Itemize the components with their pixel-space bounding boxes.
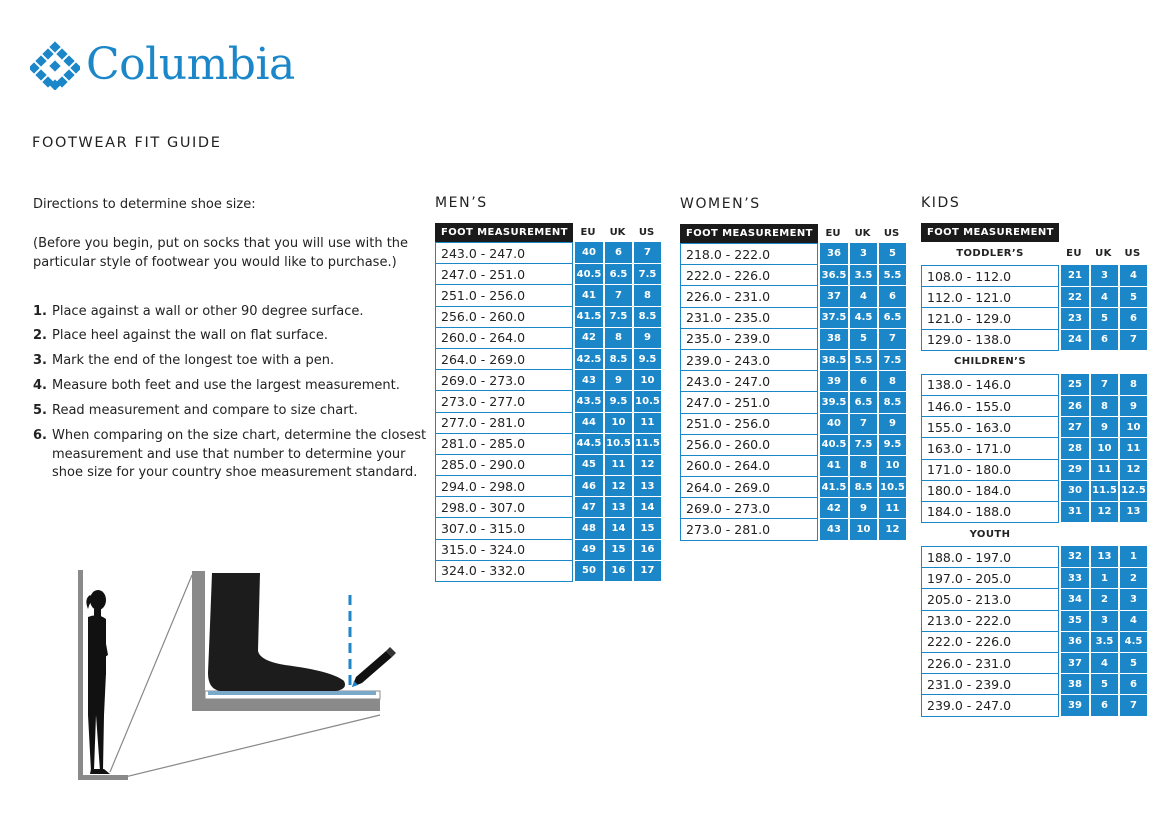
measurement-cell: 129.0 - 138.0 xyxy=(921,330,1059,351)
kids-title: KIDS xyxy=(921,195,961,211)
womens-title: WOMEN’S xyxy=(680,196,761,212)
measurement-cell: 197.0 - 205.0 xyxy=(921,568,1059,589)
us-size-cell: 16 xyxy=(632,540,661,561)
us-size-cell: 5 xyxy=(877,243,906,265)
uk-size-cell: 10.5 xyxy=(603,434,632,455)
us-size-cell: 5 xyxy=(1118,287,1147,308)
us-size-cell: 8.5 xyxy=(877,392,906,413)
brand-logo xyxy=(30,40,295,90)
eu-size-cell: 34 xyxy=(1059,589,1089,610)
eu-size-cell: 40 xyxy=(573,242,603,264)
us-size-cell: 8 xyxy=(877,371,906,392)
eu-size-cell: 41.5 xyxy=(573,307,603,328)
uk-size-cell: 15 xyxy=(603,540,632,561)
header-us: US xyxy=(1118,242,1147,265)
measurement-cell: 281.0 - 285.0 xyxy=(435,434,573,455)
us-size-cell: 7.5 xyxy=(632,264,661,285)
measurement-cell: 256.0 - 260.0 xyxy=(680,435,818,456)
eu-size-cell: 36 xyxy=(818,243,848,265)
directions-intro: Directions to determine shoe size: xyxy=(33,197,256,212)
table-row xyxy=(680,392,906,413)
header-uk: UK xyxy=(1089,242,1118,265)
measurement-cell: 269.0 - 273.0 xyxy=(435,370,573,391)
table-row xyxy=(921,546,1147,568)
uk-size-cell: 1 xyxy=(1089,568,1118,589)
table-row xyxy=(921,589,1147,610)
measurement-cell: 315.0 - 324.0 xyxy=(435,540,573,561)
table-row xyxy=(680,371,906,392)
measurement-cell: 180.0 - 184.0 xyxy=(921,481,1059,502)
uk-size-cell: 5.5 xyxy=(848,350,877,371)
table-row xyxy=(921,265,1147,287)
header-eu: EU xyxy=(1059,242,1089,265)
uk-size-cell: 4 xyxy=(1089,287,1118,308)
uk-size-cell: 9 xyxy=(848,498,877,519)
us-size-cell: 8 xyxy=(1118,374,1147,396)
uk-size-cell: 8.5 xyxy=(603,349,632,370)
us-size-cell: 7 xyxy=(632,242,661,264)
kids-group-header xyxy=(921,242,1147,265)
step-item xyxy=(33,402,433,421)
us-size-cell: 9.5 xyxy=(877,435,906,456)
eu-size-cell: 48 xyxy=(573,518,603,539)
eu-size-cell: 39 xyxy=(1059,695,1089,716)
uk-size-cell: 3.5 xyxy=(848,265,877,286)
uk-size-cell: 5 xyxy=(1089,674,1118,695)
measurement-cell: 218.0 - 222.0 xyxy=(680,243,818,265)
step-text: Measure both feet and use the largest measurement. xyxy=(52,378,400,394)
uk-size-cell: 3 xyxy=(1089,265,1118,287)
uk-size-cell: 6 xyxy=(603,242,632,264)
eu-size-cell: 30 xyxy=(1059,481,1089,502)
uk-size-cell: 8.5 xyxy=(848,477,877,498)
table-row xyxy=(435,561,661,582)
uk-size-cell: 11 xyxy=(1089,460,1118,481)
uk-size-cell: 4 xyxy=(848,286,877,307)
measurement-cell: 256.0 - 260.0 xyxy=(435,307,573,328)
step-item xyxy=(33,427,433,484)
eu-size-cell: 36.5 xyxy=(818,265,848,286)
eu-size-cell: 46 xyxy=(573,476,603,497)
table-row xyxy=(435,455,661,476)
measurement-cell: 264.0 - 269.0 xyxy=(680,477,818,498)
table-row xyxy=(680,308,906,329)
directions xyxy=(33,196,433,489)
kids-group-header xyxy=(921,523,1147,546)
us-size-cell: 12 xyxy=(877,519,906,540)
uk-size-cell: 6 xyxy=(1089,695,1118,716)
eu-size-cell: 26 xyxy=(1059,396,1089,417)
us-size-cell: 15 xyxy=(632,518,661,539)
eu-size-cell: 27 xyxy=(1059,417,1089,438)
uk-size-cell: 7 xyxy=(1089,374,1118,396)
uk-size-cell: 16 xyxy=(603,561,632,582)
measurement-cell: 269.0 - 273.0 xyxy=(680,498,818,519)
us-size-cell: 17 xyxy=(632,561,661,582)
uk-size-cell: 9.5 xyxy=(603,391,632,412)
us-size-cell: 11 xyxy=(1118,438,1147,459)
measurement-cell: 243.0 - 247.0 xyxy=(435,242,573,264)
uk-size-cell: 3 xyxy=(1089,611,1118,632)
eu-size-cell: 32 xyxy=(1059,546,1089,568)
us-size-cell: 10 xyxy=(1118,417,1147,438)
eu-size-cell: 38.5 xyxy=(818,350,848,371)
measurement-cell: 146.0 - 155.0 xyxy=(921,396,1059,417)
header-eu: EU xyxy=(580,227,596,238)
uk-size-cell: 8 xyxy=(1089,396,1118,417)
us-size-cell: 6 xyxy=(1118,674,1147,695)
step-number: 6. xyxy=(33,427,47,443)
eu-size-cell: 39 xyxy=(818,371,848,392)
eu-size-cell: 25 xyxy=(1059,374,1089,396)
us-size-cell: 6 xyxy=(877,286,906,307)
us-size-cell: 5 xyxy=(1118,653,1147,674)
eu-size-cell: 40.5 xyxy=(818,435,848,456)
measurement-cell: 298.0 - 307.0 xyxy=(435,497,573,518)
measurement-cell: 251.0 - 256.0 xyxy=(435,285,573,306)
us-size-cell: 1 xyxy=(1118,546,1147,568)
eu-size-cell: 37 xyxy=(1059,653,1089,674)
step-item xyxy=(33,377,433,396)
table-row xyxy=(921,674,1147,695)
measurement-cell: 260.0 - 264.0 xyxy=(435,328,573,349)
measurement-cell: 324.0 - 332.0 xyxy=(435,561,573,582)
table-row xyxy=(921,438,1147,459)
steps-list xyxy=(33,303,433,484)
measurement-cell: 231.0 - 235.0 xyxy=(680,308,818,329)
uk-size-cell: 13 xyxy=(1089,546,1118,568)
uk-size-cell: 11.5 xyxy=(1089,481,1118,502)
eu-size-cell: 21 xyxy=(1059,265,1089,287)
eu-size-cell: 40 xyxy=(818,414,848,435)
step-text: When comparing on the size chart, determine the closest measurement and use that number to determine your shoe size for your country shoe measurement standard. xyxy=(52,427,427,481)
uk-size-cell: 11 xyxy=(603,455,632,476)
measurement-cell: 163.0 - 171.0 xyxy=(921,438,1059,459)
us-size-cell: 7.5 xyxy=(877,350,906,371)
uk-size-cell: 3.5 xyxy=(1089,632,1118,653)
table-row xyxy=(921,653,1147,674)
eu-size-cell: 37.5 xyxy=(818,308,848,329)
eu-size-cell: 42 xyxy=(818,498,848,519)
eu-size-cell: 44.5 xyxy=(573,434,603,455)
measurement-cell: 247.0 - 251.0 xyxy=(435,264,573,285)
uk-size-cell: 8 xyxy=(848,456,877,477)
table-row xyxy=(435,264,661,285)
uk-size-cell: 5 xyxy=(848,329,877,350)
table-row xyxy=(435,328,661,349)
measurement-cell: 260.0 - 264.0 xyxy=(680,456,818,477)
us-size-cell: 9 xyxy=(1118,396,1147,417)
us-size-cell: 10 xyxy=(877,456,906,477)
us-size-cell: 6.5 xyxy=(877,308,906,329)
eu-size-cell: 36 xyxy=(1059,632,1089,653)
mens-size-table xyxy=(435,223,661,582)
womens-size-table xyxy=(680,224,906,541)
table-row xyxy=(435,391,661,412)
measurement-cell: 235.0 - 239.0 xyxy=(680,329,818,350)
table-row xyxy=(921,396,1147,417)
measurement-cell: 285.0 - 290.0 xyxy=(435,455,573,476)
header-eu: EU xyxy=(825,228,841,239)
uk-size-cell: 7 xyxy=(603,285,632,306)
measurement-cell: 239.0 - 243.0 xyxy=(680,350,818,371)
mens-title: MEN’S xyxy=(435,195,488,211)
us-size-cell: 13 xyxy=(1118,502,1147,523)
table-row xyxy=(680,498,906,519)
us-size-cell: 11 xyxy=(877,498,906,519)
uk-size-cell: 6 xyxy=(848,371,877,392)
us-size-cell: 12 xyxy=(1118,460,1147,481)
measurement-cell: 231.0 - 239.0 xyxy=(921,674,1059,695)
table-row xyxy=(435,285,661,306)
measurement-cell: 108.0 - 112.0 xyxy=(921,265,1059,287)
uk-size-cell: 7 xyxy=(848,414,877,435)
kids-group-label: CHILDREN’S xyxy=(921,351,1059,374)
us-size-cell: 11 xyxy=(632,413,661,434)
measurement-cell: 222.0 - 226.0 xyxy=(921,632,1059,653)
measurement-cell: 184.0 - 188.0 xyxy=(921,502,1059,523)
measurement-cell: 222.0 - 226.0 xyxy=(680,265,818,286)
measurement-cell: 155.0 - 163.0 xyxy=(921,417,1059,438)
table-row xyxy=(435,242,661,264)
us-size-cell: 10 xyxy=(632,370,661,391)
page-title: FOOTWEAR FIT GUIDE xyxy=(32,135,222,151)
table-row xyxy=(680,477,906,498)
uk-size-cell: 4 xyxy=(1089,653,1118,674)
uk-size-cell: 2 xyxy=(1089,589,1118,610)
eu-size-cell: 22 xyxy=(1059,287,1089,308)
table-row xyxy=(921,611,1147,632)
uk-size-cell: 6.5 xyxy=(603,264,632,285)
us-size-cell: 7 xyxy=(1118,330,1147,351)
foot-measure-icon xyxy=(208,573,345,691)
eu-size-cell: 37 xyxy=(818,286,848,307)
table-row xyxy=(680,265,906,286)
us-size-cell: 5.5 xyxy=(877,265,906,286)
table-row xyxy=(435,349,661,370)
step-number: 1. xyxy=(33,303,47,319)
uk-size-cell: 10 xyxy=(603,413,632,434)
uk-size-cell: 6.5 xyxy=(848,392,877,413)
table-row xyxy=(921,308,1147,329)
eu-size-cell: 41 xyxy=(573,285,603,306)
measurement-cell: 188.0 - 197.0 xyxy=(921,546,1059,568)
eu-size-cell: 40.5 xyxy=(573,264,603,285)
us-size-cell: 4.5 xyxy=(1118,632,1147,653)
table-row xyxy=(435,476,661,497)
table-row xyxy=(921,417,1147,438)
us-size-cell: 9 xyxy=(632,328,661,349)
us-size-cell: 9 xyxy=(877,414,906,435)
table-row xyxy=(921,481,1147,502)
eu-size-cell: 41 xyxy=(818,456,848,477)
uk-size-cell: 6 xyxy=(1089,330,1118,351)
table-row xyxy=(435,307,661,328)
step-number: 2. xyxy=(33,328,47,344)
table-row xyxy=(680,519,906,540)
us-size-cell: 7 xyxy=(1118,695,1147,716)
step-text: Mark the end of the longest toe with a pen. xyxy=(52,353,335,369)
measurement-cell: 294.0 - 298.0 xyxy=(435,476,573,497)
table-row xyxy=(435,370,661,391)
table-row xyxy=(921,502,1147,523)
table-row xyxy=(921,287,1147,308)
measurement-cell: 205.0 - 213.0 xyxy=(921,589,1059,610)
measurement-cell: 307.0 - 315.0 xyxy=(435,518,573,539)
header-foot-measurement: FOOT MEASUREMENT xyxy=(435,223,573,242)
uk-size-cell: 9 xyxy=(603,370,632,391)
table-row xyxy=(921,460,1147,481)
step-text: Read measurement and compare to size chart. xyxy=(52,402,358,418)
step-item xyxy=(33,303,433,322)
measurement-cell: 171.0 - 180.0 xyxy=(921,460,1059,481)
table-row xyxy=(921,374,1147,396)
pen-icon xyxy=(352,647,396,687)
us-size-cell: 12 xyxy=(632,455,661,476)
table-row xyxy=(435,540,661,561)
eu-size-cell: 43.5 xyxy=(573,391,603,412)
measurement-cell: 226.0 - 231.0 xyxy=(680,286,818,307)
measurement-cell: 277.0 - 281.0 xyxy=(435,413,573,434)
measurement-cell: 121.0 - 129.0 xyxy=(921,308,1059,329)
us-size-cell: 10.5 xyxy=(877,477,906,498)
eu-size-cell: 35 xyxy=(1059,611,1089,632)
us-size-cell: 6 xyxy=(1118,308,1147,329)
uk-size-cell: 12 xyxy=(603,476,632,497)
directions-before: (Before you begin, put on socks that you will use with the particular style of footwear you would like to purchase.) xyxy=(33,235,409,270)
uk-size-cell: 8 xyxy=(603,328,632,349)
eu-size-cell: 23 xyxy=(1059,308,1089,329)
eu-size-cell: 39.5 xyxy=(818,392,848,413)
us-size-cell: 7 xyxy=(877,329,906,350)
eu-size-cell: 38 xyxy=(818,329,848,350)
eu-size-cell: 43 xyxy=(573,370,603,391)
measurement-cell: 264.0 - 269.0 xyxy=(435,349,573,370)
uk-size-cell: 10 xyxy=(848,519,877,540)
uk-size-cell: 12 xyxy=(1089,502,1118,523)
measurement-cell: 243.0 - 247.0 xyxy=(680,371,818,392)
header-us: US xyxy=(883,228,900,239)
us-size-cell: 8.5 xyxy=(632,307,661,328)
uk-size-cell: 3 xyxy=(848,243,877,265)
kids-group-header xyxy=(921,351,1147,374)
eu-size-cell: 44 xyxy=(573,413,603,434)
step-text: Place heel against the wall on flat surface. xyxy=(52,328,329,344)
step-number: 5. xyxy=(33,402,47,418)
uk-size-cell: 14 xyxy=(603,518,632,539)
table-row xyxy=(921,568,1147,589)
table-row xyxy=(921,330,1147,351)
measurement-cell: 239.0 - 247.0 xyxy=(921,695,1059,716)
header-foot-measurement: FOOT MEASUREMENT xyxy=(921,223,1059,242)
table-row xyxy=(680,329,906,350)
table-row xyxy=(680,243,906,265)
us-size-cell: 12.5 xyxy=(1118,481,1147,502)
us-size-cell: 14 xyxy=(632,497,661,518)
uk-size-cell: 13 xyxy=(603,497,632,518)
step-number: 3. xyxy=(33,353,47,369)
table-row xyxy=(435,413,661,434)
us-size-cell: 11.5 xyxy=(632,434,661,455)
eu-size-cell: 49 xyxy=(573,540,603,561)
step-number: 4. xyxy=(33,378,47,394)
uk-size-cell: 5 xyxy=(1089,308,1118,329)
us-size-cell: 3 xyxy=(1118,589,1147,610)
header-uk: UK xyxy=(854,228,871,239)
uk-size-cell: 9 xyxy=(1089,417,1118,438)
eu-size-cell: 45 xyxy=(573,455,603,476)
measurement-cell: 273.0 - 277.0 xyxy=(435,391,573,412)
us-size-cell: 13 xyxy=(632,476,661,497)
eu-size-cell: 28 xyxy=(1059,438,1089,459)
measurement-cell: 251.0 - 256.0 xyxy=(680,414,818,435)
eu-size-cell: 24 xyxy=(1059,330,1089,351)
us-size-cell: 4 xyxy=(1118,265,1147,287)
uk-size-cell: 10 xyxy=(1089,438,1118,459)
eu-size-cell: 43 xyxy=(818,519,848,540)
eu-size-cell: 31 xyxy=(1059,502,1089,523)
header-us: US xyxy=(638,227,655,238)
measurement-illustration xyxy=(70,565,410,790)
table-row xyxy=(680,456,906,477)
table-row xyxy=(680,414,906,435)
measurement-cell: 226.0 - 231.0 xyxy=(921,653,1059,674)
table-row xyxy=(680,350,906,371)
us-size-cell: 10.5 xyxy=(632,391,661,412)
table-row xyxy=(435,434,661,455)
measurement-cell: 213.0 - 222.0 xyxy=(921,611,1059,632)
table-row xyxy=(680,286,906,307)
header-foot-measurement: FOOT MEASUREMENT xyxy=(680,224,818,243)
us-size-cell: 4 xyxy=(1118,611,1147,632)
kids-group-label: YOUTH xyxy=(921,523,1059,546)
eu-size-cell: 38 xyxy=(1059,674,1089,695)
us-size-cell: 8 xyxy=(632,285,661,306)
table-row xyxy=(921,695,1147,716)
eu-size-cell: 33 xyxy=(1059,568,1089,589)
uk-size-cell: 4.5 xyxy=(848,308,877,329)
table-row xyxy=(435,497,661,518)
header-uk: UK xyxy=(609,227,626,238)
us-size-cell: 9.5 xyxy=(632,349,661,370)
step-item xyxy=(33,327,433,346)
measurement-cell: 273.0 - 281.0 xyxy=(680,519,818,540)
eu-size-cell: 42.5 xyxy=(573,349,603,370)
kids-group-label: TODDLER’S xyxy=(921,242,1059,265)
eu-size-cell: 42 xyxy=(573,328,603,349)
eu-size-cell: 29 xyxy=(1059,460,1089,481)
step-text: Place against a wall or other 90 degree surface. xyxy=(52,303,364,319)
step-item xyxy=(33,352,433,371)
eu-size-cell: 41.5 xyxy=(818,477,848,498)
standing-person-icon xyxy=(86,590,110,774)
uk-size-cell: 7.5 xyxy=(603,307,632,328)
measurement-cell: 112.0 - 121.0 xyxy=(921,287,1059,308)
eu-size-cell: 47 xyxy=(573,497,603,518)
kids-size-table xyxy=(921,223,1147,717)
measurement-cell: 247.0 - 251.0 xyxy=(680,392,818,413)
us-size-cell: 2 xyxy=(1118,568,1147,589)
uk-size-cell: 7.5 xyxy=(848,435,877,456)
brand-name: Columbia xyxy=(86,39,295,90)
table-row xyxy=(680,435,906,456)
table-row xyxy=(435,518,661,539)
eu-size-cell: 50 xyxy=(573,561,603,582)
table-row xyxy=(921,632,1147,653)
columbia-diamond-logo-icon xyxy=(30,40,80,90)
measurement-cell: 138.0 - 146.0 xyxy=(921,374,1059,396)
